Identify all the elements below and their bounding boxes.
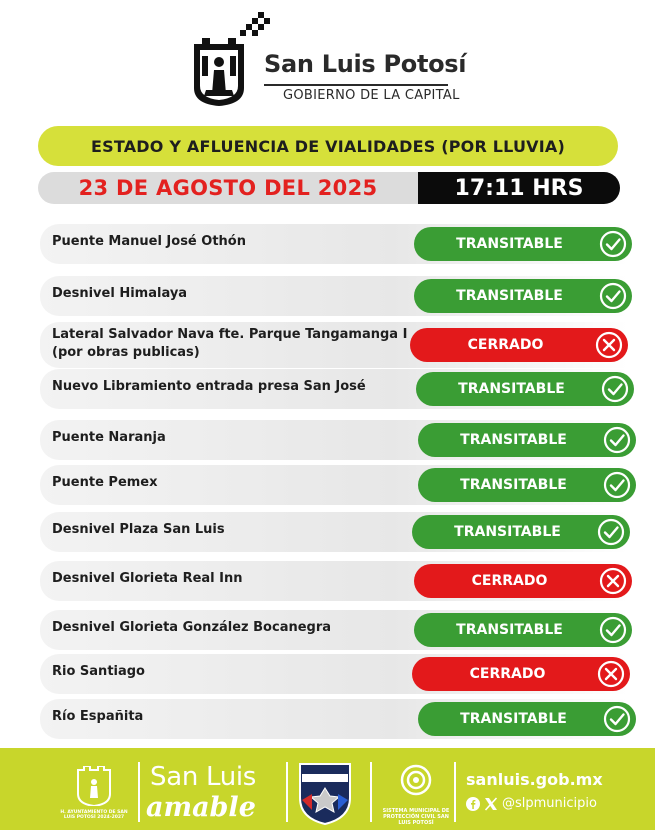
status-badge-transitable [418,702,636,736]
road-row [40,322,628,368]
check-circle-icon [599,282,627,310]
road-name: Rio Santiago [52,664,145,679]
x-circle-icon [595,331,623,359]
status-badge-cerrado [412,657,630,691]
road-name-note: (por obras publicas) [52,345,200,360]
check-circle-icon [603,705,631,733]
check-circle-icon [599,230,627,258]
road-row [40,420,628,460]
check-circle-icon [599,616,627,644]
status-label: TRANSITABLE [458,381,565,397]
check-circle-icon [597,518,625,546]
check-circle-icon [603,471,631,499]
status-badge-cerrado [410,328,628,362]
time-bar [418,172,620,204]
status-badge-transitable [412,515,630,549]
police-badge-icon [296,760,354,826]
date-label: 23 DE AGOSTO DEL 2025 [78,176,378,200]
road-row [40,699,628,739]
footer-divider [454,762,456,822]
road-name: Desnivel Glorieta González Bocanegra [52,620,332,635]
footer-slogan-line2: amable [146,792,256,823]
brand-divider [264,84,448,86]
status-label: TRANSITABLE [456,236,563,252]
road-row [40,561,628,601]
road-row [40,465,628,505]
status-label: TRANSITABLE [460,711,567,727]
road-name: Desnivel Glorieta Real Inn [52,571,243,586]
road-name: Desnivel Plaza San Luis [52,522,225,537]
facebook-icon[interactable] [466,797,480,811]
status-badge-transitable [414,279,632,313]
road-row [40,654,628,694]
road-row [40,224,628,264]
status-badge-transitable [416,372,634,406]
status-label: TRANSITABLE [460,432,567,448]
road-name: Río Españita [52,709,144,724]
time-label: 17:11 HRS [454,175,584,201]
status-label: TRANSITABLE [460,477,567,493]
title-banner [38,126,618,166]
x-circle-icon [599,567,627,595]
date-bar [38,172,418,204]
road-name: Puente Naranja [52,430,166,445]
brand-title: San Luis Potosí [264,50,467,78]
website-link[interactable]: sanluis.gob.mx [466,770,603,789]
x-twitter-icon[interactable] [484,797,498,811]
status-badge-cerrado [414,564,632,598]
social-links [466,796,597,811]
banner-title: ESTADO Y AFLUENCIA DE VIALIDADES (POR LLUVIA) [90,136,565,156]
footer-divider [138,762,140,822]
road-name: Puente Manuel José Othón [52,234,246,249]
status-label: TRANSITABLE [454,524,561,540]
road-name: Lateral Salvador Nava fte. Parque Tangamanga I [52,327,408,342]
road-row [40,610,628,650]
proteccion-civil-logo [382,764,450,828]
road-row [40,512,628,552]
status-label: CERRADO [467,337,544,353]
road-name: Nuevo Libramiento entrada presa San José [52,379,366,394]
status-label: TRANSITABLE [456,288,563,304]
ayuntamiento-crest-icon [76,766,112,806]
road-row [40,276,628,316]
brand-subtitle: GOBIERNO DE LA CAPITAL [283,88,460,103]
city-crest-icon [190,36,248,108]
proteccion-civil-icon [400,764,432,796]
status-label: CERRADO [471,573,548,589]
footer-slogan-line1: San Luis [150,762,257,792]
status-label: TRANSITABLE [456,622,563,638]
status-badge-transitable [418,468,636,502]
social-handle: @slpmunicipio [502,796,597,811]
check-circle-icon [603,426,631,454]
proteccion-civil-text: SISTEMA MUNICIPAL DE PROTECCIÓN CIVIL SAN LUIS POTOSÍ [382,808,450,826]
footer-crest [58,762,130,830]
status-badge-transitable [418,423,636,457]
header [0,0,655,120]
road-row [40,369,628,409]
road-name: Puente Pemex [52,475,158,490]
check-circle-icon [601,375,629,403]
footer [0,748,655,830]
footer-divider [370,762,372,822]
status-badge-transitable [414,613,632,647]
footer-divider [286,762,288,822]
road-name: Desnivel Himalaya [52,286,188,301]
status-badge-transitable [414,227,632,261]
x-circle-icon [597,660,625,688]
footer-crest-text: H. AYUNTAMIENTO DE SAN LUIS POTOSÍ 2024-2027 [60,810,128,820]
status-label: CERRADO [469,666,546,682]
